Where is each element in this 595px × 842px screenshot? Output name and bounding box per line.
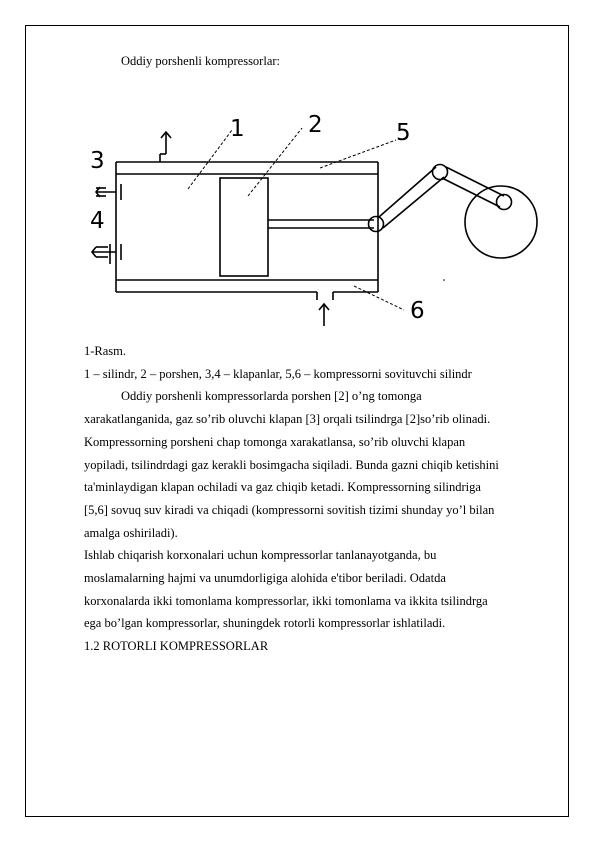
paragraph-line: yopiladi, tsilindrdagi gaz kerakli bosimgacha siqiladi. Bunda gazni chiqib ketishini <box>84 457 499 472</box>
paragraph-line: Kompressorning porsheni chap tomonga xarakatlansa, so’rib oluvchi klapan <box>84 434 466 449</box>
piston <box>220 178 268 276</box>
label-2: 2 <box>308 112 323 138</box>
crank-arm-a <box>446 167 504 196</box>
figure-caption: 1-Rasm. <box>84 344 127 358</box>
paragraph-line: [5,6] sovuq suv kiradi va chiqadi (kompressorni sovitish tizimi shunday yo’l bilan <box>84 502 495 517</box>
connecting-rod-a <box>379 167 436 217</box>
figure-legend: 1 – silindr, 2 – porshen, 3,4 – klapanlar, 5,6 – kompressorni sovituvchi silindr <box>84 366 472 381</box>
label-3: 3 <box>90 148 105 174</box>
heading: Oddiy porshenli kompressorlar: <box>121 54 281 68</box>
paragraph-line: xarakatlanganida, gaz so’rib oluvchi klapan [3] orqali tsilindrga [2]so’rib olinadi. <box>84 412 491 427</box>
paragraph-line: ega bo’lgan kompressorlar, shuningdek rotorli kompressorlar ishlatiladi. <box>84 616 446 631</box>
label-6: 6 <box>410 298 425 324</box>
paragraph-line: Oddiy porshenli kompressorlarda porshen [2] o’ng tomonga <box>121 389 422 404</box>
crosshead-pin <box>369 217 384 232</box>
label-1: 1 <box>230 116 245 142</box>
leader-1 <box>188 130 232 189</box>
compressor-diagram-svg <box>84 104 554 332</box>
section-heading: 1.2 ROTORLI KOMPRESSORLAR <box>84 639 269 654</box>
rod-joint <box>433 165 448 180</box>
label-5: 5 <box>396 120 411 146</box>
paragraph-line: korxonalarda ikki tomonlama kompressorlar, ikki tomonlama va ikkita tsilindrga <box>84 593 488 608</box>
flywheel <box>465 186 537 258</box>
paragraph-line: Ishlab chiqarish korxonalari uchun kompressorlar tanlanayotganda, bu <box>84 548 437 563</box>
paragraph-line: ta'minlaydigan klapan ochiladi va gaz chiqib ketadi. Kompressorning silindriga <box>84 480 481 495</box>
label-4: 4 <box>90 208 105 234</box>
leader-5 <box>320 140 396 168</box>
body-text <box>84 340 554 658</box>
leader-6 <box>354 286 404 310</box>
paragraph-line: moslamalarning hajmi va unumdorligiga alohida e'tibor beriladi. Odatda <box>84 571 446 586</box>
paragraph-line: amalga oshiriladi). <box>84 525 178 540</box>
crank-pin <box>497 195 512 210</box>
connecting-rod-b <box>383 177 444 228</box>
compressor-diagram <box>84 104 554 332</box>
